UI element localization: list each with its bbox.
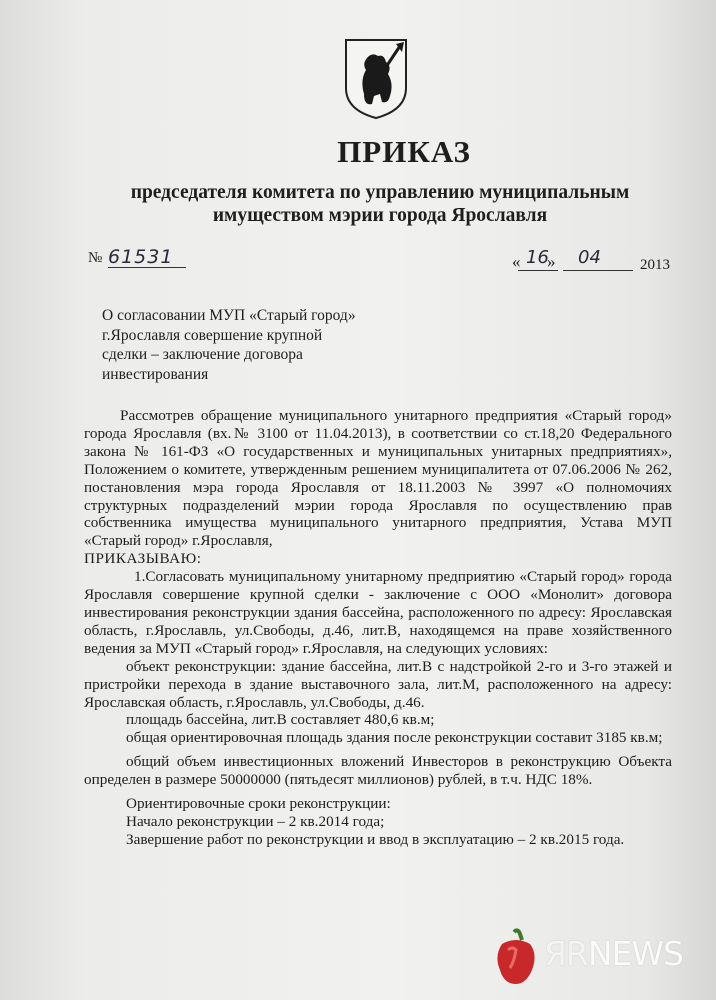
subtitle-line-1: председателя комитета по управлению муниципальным [130, 182, 630, 203]
watermark-brand-suffix: NEWS [587, 934, 683, 973]
condition-pool-area: площадь бассейна, лит.В составляет 480,6 кв.м; [126, 711, 435, 729]
condition-object: объект реконструкции: здание бассейна, лит.В с надстройкой 2-го и 3-го этажей и пристройки перехода в здание выставочного зала, лит.М, расположенного на адресу: Ярославская область, г.Ярославль, ул.Свободы, д.46. [84, 657, 672, 711]
date-month: 04 [578, 247, 601, 268]
date-open-quote: « [512, 252, 521, 271]
preamble-paragraph: Рассмотрев обращение муниципального унитарного предприятия «Старый город» города Ярославля (вх.№ 3100 от 11.04.2013), в соответствии со ст.18,20 Федерального закона № 161-ФЗ «О государственных и муниципальных унитарных предприятиях», Положением о комитете, утвержденным решением муниципалитета от 07.06.2006 № 262, постановления мэра города Ярославля от 18.11.2003 № 3997 «О полномочиях структурных подразделений мэрии города Ярославля по осуществлению прав собственника имущества муниципального унитарного предприятия, Устава МУП «Старый город» г.Ярославля, [84, 407, 672, 550]
date-day-underline [518, 270, 558, 271]
terms-start: Начало реконструкции – 2 кв.2014 года; [126, 812, 385, 830]
terms-title: Ориентировочные сроки реконструкции: [126, 795, 391, 813]
number-underline [108, 267, 186, 268]
subject-block [102, 306, 356, 384]
condition-investment: общий объем инвестиционных вложений Инвесторов в реконструкцию Объекта определен в размере 50000000 (пятьдесят миллионов) рублей, в т.ч. НДС 18%. [84, 753, 672, 789]
document-subtitle [60, 181, 700, 227]
condition-total-area: общая ориентировочная площадь здания после реконструкции составит 3185 кв.м; [126, 729, 663, 747]
coat-of-arms-emblem [340, 36, 412, 120]
order-item-1: 1.Согласовать муниципальному унитарному предприятию «Старый город» города Ярославля совершение крупной сделки - заключение с ООО «Монолит» договора инвестирования реконструкции здания бассейна, расположенного по адресу: Ярославская область, г.Ярославль, ул.Свободы, д.46, лит.В, находящемся на праве хозяйственного ведения за МУП «Старый город» г.Ярославля, на следующих условиях: [84, 568, 672, 657]
date-month-underline [563, 270, 633, 271]
subject-line-3: сделки – заключение договора [102, 346, 303, 363]
document-number: 61531 [108, 246, 174, 268]
date-close-quote: » [547, 252, 556, 271]
subject-line-1: О согласовании МУП «Старый город» [102, 307, 356, 324]
order-word: ПРИКАЗЫВАЮ: [84, 550, 202, 568]
watermark-brand-prefix: ЯR [544, 934, 588, 973]
date-day: 16 [526, 247, 549, 268]
yarnews-watermark [492, 928, 692, 988]
subject-line-2: г.Ярославля совершение крупной [102, 326, 323, 344]
number-prefix: № [88, 250, 103, 266]
document-body [84, 407, 672, 849]
watermark-brand [544, 934, 683, 973]
terms-end: Завершение работ по реконструкции и ввод в эксплуатацию – 2 кв.2015 года. [126, 830, 625, 848]
date-year: 2013 [640, 257, 670, 273]
pepper-logo-icon [492, 928, 540, 986]
subtitle-line-2: имуществом мэрии города Ярославля [212, 205, 548, 226]
document-title: ПРИКАЗ [337, 134, 471, 169]
subject-line-4: инвестирования [102, 365, 209, 383]
